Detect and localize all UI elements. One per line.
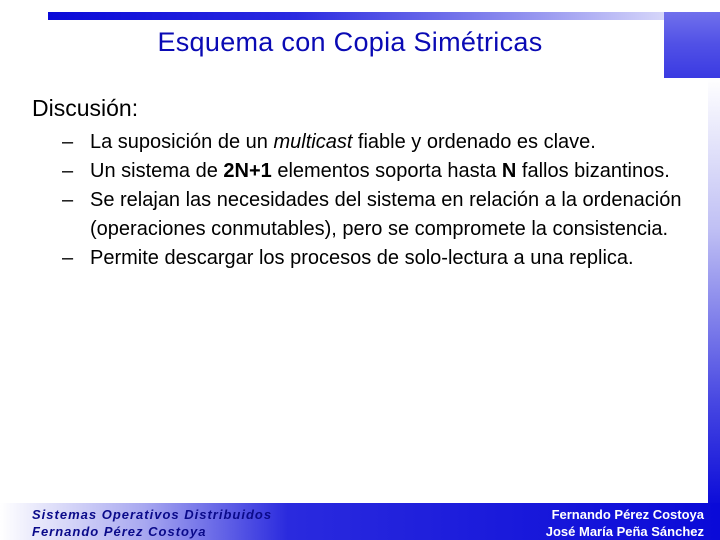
bullet-dash: –: [62, 160, 74, 182]
bullet-item: [62, 128, 702, 157]
footer-left: [32, 506, 272, 540]
top-decorative-bar: [48, 12, 668, 20]
bullet-dash: –: [62, 131, 74, 153]
bullet-text: La suposición de un: [90, 131, 274, 153]
bullet-list: [62, 128, 702, 273]
slide-title: Esquema con Copia Simétricas: [157, 27, 543, 57]
right-decorative-bar: [708, 78, 720, 508]
bullet-text: 2N+1: [223, 160, 272, 182]
bullet-text: Permite descargar los procesos de solo-lectura a una replica.: [90, 247, 634, 269]
footer-course: Sistemas Operativos Distribuidos: [32, 507, 273, 522]
bullet-dash: –: [62, 247, 74, 269]
bullet-text: fallos bizantinos.: [516, 160, 670, 182]
bullet-text: N: [501, 160, 517, 182]
footer-right: [546, 506, 704, 540]
bullet-item: [62, 186, 702, 244]
bullet-text: elementos soporta hasta: [271, 160, 502, 182]
bullet-item: [62, 157, 702, 186]
bullet-text: Un sistema de: [90, 160, 224, 182]
footer-author: Fernando Pérez Costoya: [32, 524, 207, 539]
bullet-text: multicast: [273, 131, 353, 153]
bullet-dash: –: [62, 189, 74, 211]
footer-author-2: José María Peña Sánchez: [545, 524, 704, 539]
bullet-text: Se relajan las necesidades del sistema en relación a la ordenación (operaciones conmutables), pero se compromete la consistencia.: [90, 189, 682, 240]
footer-author-1: Fernando Pérez Costoya: [551, 507, 704, 522]
discussion-heading: Discusión:: [32, 95, 139, 121]
bullet-item: [62, 244, 702, 273]
bullet-text: fiable y ordenado es clave.: [352, 131, 596, 153]
